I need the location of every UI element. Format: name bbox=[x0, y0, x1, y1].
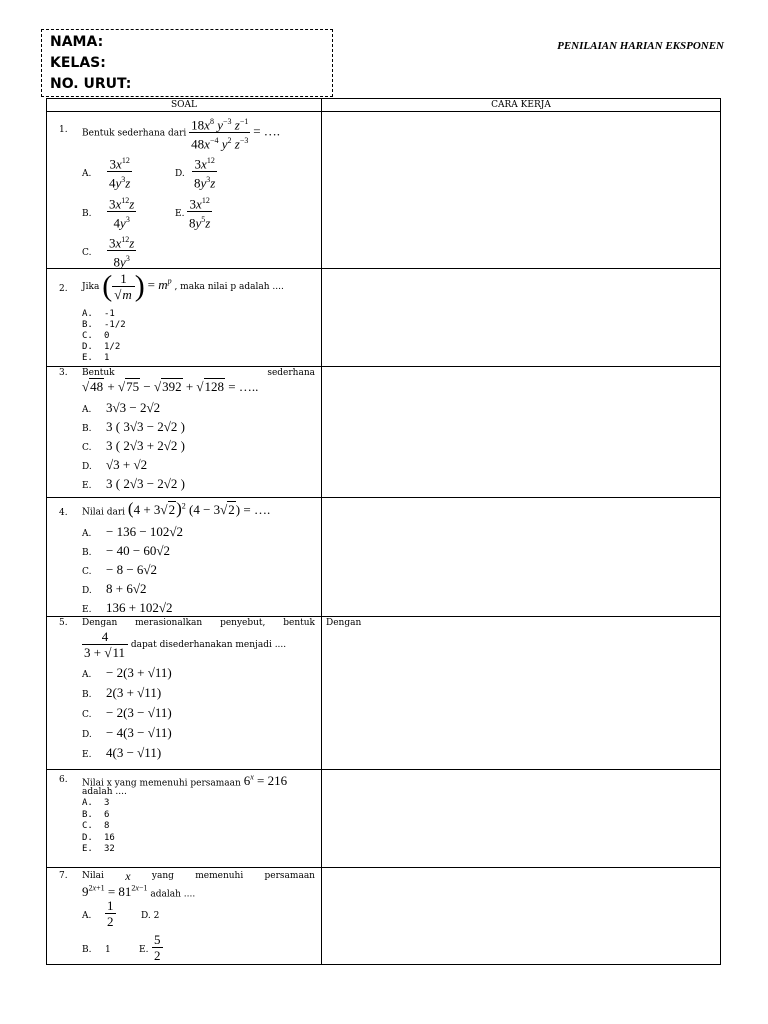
option-e: $\frac{3x^{12}}{8y^5z}$ bbox=[187, 193, 212, 231]
option-c: C. 3 ( 2√3 + 2√2 ) bbox=[82, 438, 186, 453]
option-c: C. − 2(3 − √11) bbox=[82, 705, 172, 720]
option-c: C. 0 bbox=[82, 331, 110, 341]
option-a: A. − 136 − 102√2 bbox=[82, 524, 184, 539]
cara-kerja-cell[interactable]: Dengan bbox=[322, 617, 721, 770]
option-d: D. − 4(3 − √11) bbox=[82, 725, 172, 740]
option-e: E. 4(3 − √11) bbox=[82, 745, 162, 760]
option-label: C. bbox=[82, 248, 92, 258]
cara-kerja-cell[interactable] bbox=[322, 112, 721, 269]
option-c: C. 8 bbox=[82, 821, 110, 831]
q5-fraction: $\frac{4}{3 + √11}$ bbox=[82, 629, 128, 660]
option-c: $\frac{3x^{12}z}{8y^3}$ bbox=[107, 232, 136, 270]
student-identity-box bbox=[41, 29, 333, 97]
q1-fraction: $\frac{18x^8 y^{-3} z^{-1}}{48x^{-4} y^2 z^{-3}}$ bbox=[189, 114, 250, 152]
option-label: D. bbox=[175, 169, 185, 179]
no-urut-label: NO. URUT: bbox=[50, 76, 132, 92]
option-a: A. -1 bbox=[82, 309, 115, 319]
option-a: A. 3√3 − 2√2 bbox=[82, 400, 161, 415]
option-e: $\frac{5}{2}$ bbox=[154, 932, 161, 963]
cara-kerja-cell[interactable] bbox=[322, 498, 721, 617]
column-header-cara-kerja: CARA KERJA bbox=[322, 99, 721, 112]
table-row: 7. Nilai x yang memenuhi persamaan $9^{2x+1} = 81^{2x-1}$ adalah .... A. $\frac{1}{2}$ D. 2 B. 1 E. $\frac{5}{2}$ bbox=[47, 868, 721, 965]
table-row: 4. Nilai dari $(4 + 3√2)^2$ (4 − 3√2) = …. A. − 136 − 102√2 B. − 40 − 60√2 C. − 8 − 6√2 D. 8 + 6√2 E. 136 + 102√2 bbox=[47, 498, 721, 617]
option-b: $\frac{3x^{12}z}{4y^3}$ bbox=[107, 193, 136, 231]
option-d: D. 1/2 bbox=[82, 342, 121, 352]
table-row: 2. Jika ( $\frac{1}{√m}$ ) = $m^p$ , maka nilai p adalah .... A. -1 B. -1/2 C. 0 D. 1/2 E. 1 bbox=[47, 269, 721, 367]
kelas-label: KELAS: bbox=[50, 55, 106, 71]
option-label: E. bbox=[175, 209, 185, 219]
cara-kerja-cell[interactable] bbox=[322, 367, 721, 498]
option-a: $\frac{3x^{12}}{4y^3z}$ bbox=[107, 153, 132, 191]
option-b: B. − 40 − 60√2 bbox=[82, 543, 171, 558]
option-d: D. 8 + 6√2 bbox=[82, 581, 147, 596]
column-header-soal: SOAL bbox=[47, 99, 322, 112]
table-row: 6. Nilai x yang memenuhi persamaan $6^x = 216$ adalah .... A. 3 B. 6 C. 8 D. 16 E. 32 bbox=[47, 770, 721, 868]
option-label: A. bbox=[82, 169, 92, 179]
page-title: PENILAIAN HARIAN EKSPONEN bbox=[557, 40, 724, 52]
table-row: 3. Bentuk sederhana √48 + √75 − √392 + √128 = ….. A. 3√3 − 2√2 B. 3 ( 3√3 − 2√2 ) C. 3 ( 2√3 + 2√2 ) D. √3 + √2 E. 3 ( 2√3 − 2√2 ) bbox=[47, 367, 721, 498]
option-b: 1 bbox=[105, 945, 111, 955]
option-label: B. bbox=[82, 209, 92, 219]
option-b: B. 3 ( 3√3 − 2√2 ) bbox=[82, 419, 186, 434]
option-c: C. − 8 − 6√2 bbox=[82, 562, 158, 577]
option-b: B. 6 bbox=[82, 809, 110, 820]
cara-kerja-cell[interactable] bbox=[322, 269, 721, 367]
option-d: $\frac{3x^{12}}{8y^3z}$ bbox=[192, 153, 217, 191]
cara-kerja-cell[interactable] bbox=[322, 868, 721, 965]
option-d: D. 2 bbox=[141, 911, 160, 921]
table-row: 5. Dengan merasionalkan penyebut, bentuk $\frac{4}{3 + √11}$ dapat disederhanakan menjadi .... A. − 2(3 + √11) B. 2(3 + √11) C. − 2(3 − √11) D. − 4(3 − √11) E. 4(3 − √11) Dengan bbox=[47, 617, 721, 770]
option-a: A. 3 bbox=[82, 798, 110, 808]
option-e: E. 3 ( 2√3 − 2√2 ) bbox=[82, 476, 186, 491]
option-a: $\frac{1}{2}$ bbox=[107, 898, 114, 929]
option-a: A. − 2(3 + √11) bbox=[82, 665, 172, 680]
option-b: B. 2(3 + √11) bbox=[82, 685, 162, 700]
question-table bbox=[46, 98, 721, 965]
cara-kerja-cell[interactable] bbox=[322, 770, 721, 868]
table-row: 1. Bentuk sederhana dari $\frac{18x^8 y^{-3} z^{-1}}{48x^{-4} y^2 z^{-3}}$ = …. A. $\frac{3x^{12}}{4y^3z}$ D. $\frac{3x^{12}}{8y^3z}$ B. $\frac{3x^{12}z}{4y^3}$ E. $\frac{3x^{12}}{8y^5z}$ C. $\frac{3x^{12}z}{8y^3}$ bbox=[47, 112, 721, 269]
option-b: B. -1/2 bbox=[82, 320, 126, 330]
option-e: E. 1 bbox=[82, 353, 110, 363]
option-e: E. 136 + 102√2 bbox=[82, 600, 173, 615]
option-e: E. 32 bbox=[82, 844, 115, 854]
option-d: D. √3 + √2 bbox=[82, 457, 148, 472]
option-d: D. 16 bbox=[82, 832, 115, 843]
nama-label: NAMA: bbox=[50, 34, 104, 50]
